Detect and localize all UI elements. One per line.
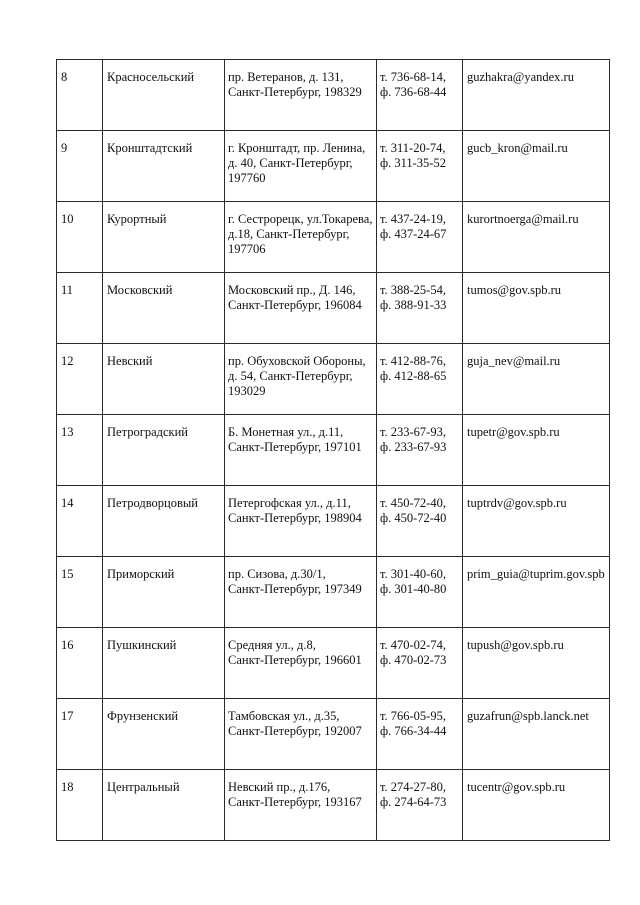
- address-line: 197706: [228, 242, 266, 256]
- districts-table: [56, 59, 610, 841]
- table-row: [57, 699, 610, 770]
- districts-table-body: [57, 60, 610, 841]
- row-number-cell: 13: [57, 415, 103, 486]
- table-row: [57, 344, 610, 415]
- address-line: 197760: [228, 171, 266, 185]
- table-row: [57, 486, 610, 557]
- address-cell: [225, 770, 377, 841]
- address-line: г. Кронштадт, пр. Ленина,: [228, 141, 366, 155]
- email-cell: tumos@gov.spb.ru: [463, 273, 610, 344]
- address-line: г. Сестрорецк, ул.Токарева,: [228, 212, 373, 226]
- table-row: [57, 628, 610, 699]
- address-cell: [225, 628, 377, 699]
- phone-line: ф. 274-64-73: [380, 795, 447, 809]
- address-cell: [225, 60, 377, 131]
- address-line: Б. Монетная ул., д.11,: [228, 425, 344, 439]
- row-number-cell: 9: [57, 131, 103, 202]
- district-name-cell: Пушкинский: [103, 628, 225, 699]
- email-cell: tucentr@gov.spb.ru: [463, 770, 610, 841]
- address-line: Невский пр., д.176,: [228, 780, 331, 794]
- address-line: Санкт-Петербург, 196084: [228, 298, 362, 312]
- address-line: Санкт-Петербург, 198904: [228, 511, 362, 525]
- district-name-cell: Фрунзенский: [103, 699, 225, 770]
- email-cell: tupetr@gov.spb.ru: [463, 415, 610, 486]
- email-cell: tuptrdv@gov.spb.ru: [463, 486, 610, 557]
- table-row: [57, 415, 610, 486]
- address-cell: [225, 557, 377, 628]
- phone-line: т. 470-02-74,: [380, 638, 446, 652]
- row-number-cell: 16: [57, 628, 103, 699]
- district-name-cell: Центральный: [103, 770, 225, 841]
- address-cell: [225, 699, 377, 770]
- phone-line: ф. 311-35-52: [380, 156, 446, 170]
- address-line: Тамбовская ул., д.35,: [228, 709, 340, 723]
- phone-line: ф. 412-88-65: [380, 369, 447, 383]
- row-number-cell: 15: [57, 557, 103, 628]
- phone-line: ф. 437-24-67: [380, 227, 447, 241]
- row-number-cell: 8: [57, 60, 103, 131]
- address-line: пр. Обуховской Обороны,: [228, 354, 366, 368]
- address-line: Санкт-Петербург, 197101: [228, 440, 362, 454]
- phone-cell: [377, 60, 463, 131]
- phone-cell: [377, 486, 463, 557]
- phone-line: ф. 301-40-80: [380, 582, 447, 596]
- address-line: Московский пр., Д. 146,: [228, 283, 356, 297]
- phone-cell: [377, 273, 463, 344]
- address-cell: [225, 273, 377, 344]
- email-cell: tupush@gov.spb.ru: [463, 628, 610, 699]
- district-name-cell: Петродворцовый: [103, 486, 225, 557]
- phone-cell: [377, 628, 463, 699]
- address-cell: [225, 344, 377, 415]
- phone-line: т. 311-20-74,: [380, 141, 446, 155]
- phone-cell: [377, 415, 463, 486]
- phone-cell: [377, 557, 463, 628]
- address-line: Санкт-Петербург, 197349: [228, 582, 362, 596]
- row-number-cell: 10: [57, 202, 103, 273]
- phone-cell: [377, 131, 463, 202]
- row-number-cell: 17: [57, 699, 103, 770]
- phone-line: т. 736-68-14,: [380, 70, 446, 84]
- phone-line: т. 274-27-80,: [380, 780, 446, 794]
- address-cell: [225, 131, 377, 202]
- address-line: Санкт-Петербург, 193167: [228, 795, 362, 809]
- phone-line: т. 437-24-19,: [380, 212, 446, 226]
- phone-line: т. 450-72-40,: [380, 496, 446, 510]
- table-row: [57, 131, 610, 202]
- phone-line: т. 233-67-93,: [380, 425, 446, 439]
- address-line: д.18, Санкт-Петербург,: [228, 227, 350, 241]
- table-row: [57, 273, 610, 344]
- phone-line: ф. 233-67-93: [380, 440, 447, 454]
- phone-cell: [377, 770, 463, 841]
- phone-line: т. 412-88-76,: [380, 354, 446, 368]
- district-name-cell: Приморский: [103, 557, 225, 628]
- table-row: [57, 202, 610, 273]
- address-line: 193029: [228, 384, 266, 398]
- email-cell: guja_nev@mail.ru: [463, 344, 610, 415]
- row-number-cell: 14: [57, 486, 103, 557]
- district-name-cell: Красносельский: [103, 60, 225, 131]
- phone-line: ф. 388-91-33: [380, 298, 447, 312]
- address-line: д. 54, Санкт-Петербург,: [228, 369, 353, 383]
- phone-line: т. 766-05-95,: [380, 709, 446, 723]
- address-line: пр. Сизова, д.30/1,: [228, 567, 326, 581]
- phone-cell: [377, 344, 463, 415]
- address-line: Средняя ул., д.8,: [228, 638, 316, 652]
- district-name-cell: Кронштадтский: [103, 131, 225, 202]
- district-name-cell: Московский: [103, 273, 225, 344]
- address-cell: [225, 486, 377, 557]
- phone-line: т. 388-25-54,: [380, 283, 446, 297]
- address-line: Петергофская ул., д.11,: [228, 496, 351, 510]
- address-line: пр. Ветеранов, д. 131,: [228, 70, 344, 84]
- email-cell: kurortnoerga@mail.ru: [463, 202, 610, 273]
- email-cell: prim_guia@tuprim.gov.spb: [463, 557, 610, 628]
- address-cell: [225, 415, 377, 486]
- row-number-cell: 12: [57, 344, 103, 415]
- phone-line: ф. 470-02-73: [380, 653, 447, 667]
- phone-line: ф. 766-34-44: [380, 724, 447, 738]
- phone-cell: [377, 699, 463, 770]
- table-row: [57, 60, 610, 131]
- address-line: Санкт-Петербург, 192007: [228, 724, 362, 738]
- phone-line: т. 301-40-60,: [380, 567, 446, 581]
- district-name-cell: Петроградский: [103, 415, 225, 486]
- email-cell: guzhakra@yandex.ru: [463, 60, 610, 131]
- phone-line: ф. 450-72-40: [380, 511, 447, 525]
- address-line: Санкт-Петербург, 196601: [228, 653, 362, 667]
- phone-line: ф. 736-68-44: [380, 85, 447, 99]
- district-name-cell: Курортный: [103, 202, 225, 273]
- address-line: Санкт-Петербург, 198329: [228, 85, 362, 99]
- row-number-cell: 11: [57, 273, 103, 344]
- address-cell: [225, 202, 377, 273]
- district-name-cell: Невский: [103, 344, 225, 415]
- address-line: д. 40, Санкт-Петербург,: [228, 156, 353, 170]
- phone-cell: [377, 202, 463, 273]
- row-number-cell: 18: [57, 770, 103, 841]
- email-cell: gucb_kron@mail.ru: [463, 131, 610, 202]
- table-row: [57, 770, 610, 841]
- email-cell: guzafrun@spb.lanck.net: [463, 699, 610, 770]
- table-row: [57, 557, 610, 628]
